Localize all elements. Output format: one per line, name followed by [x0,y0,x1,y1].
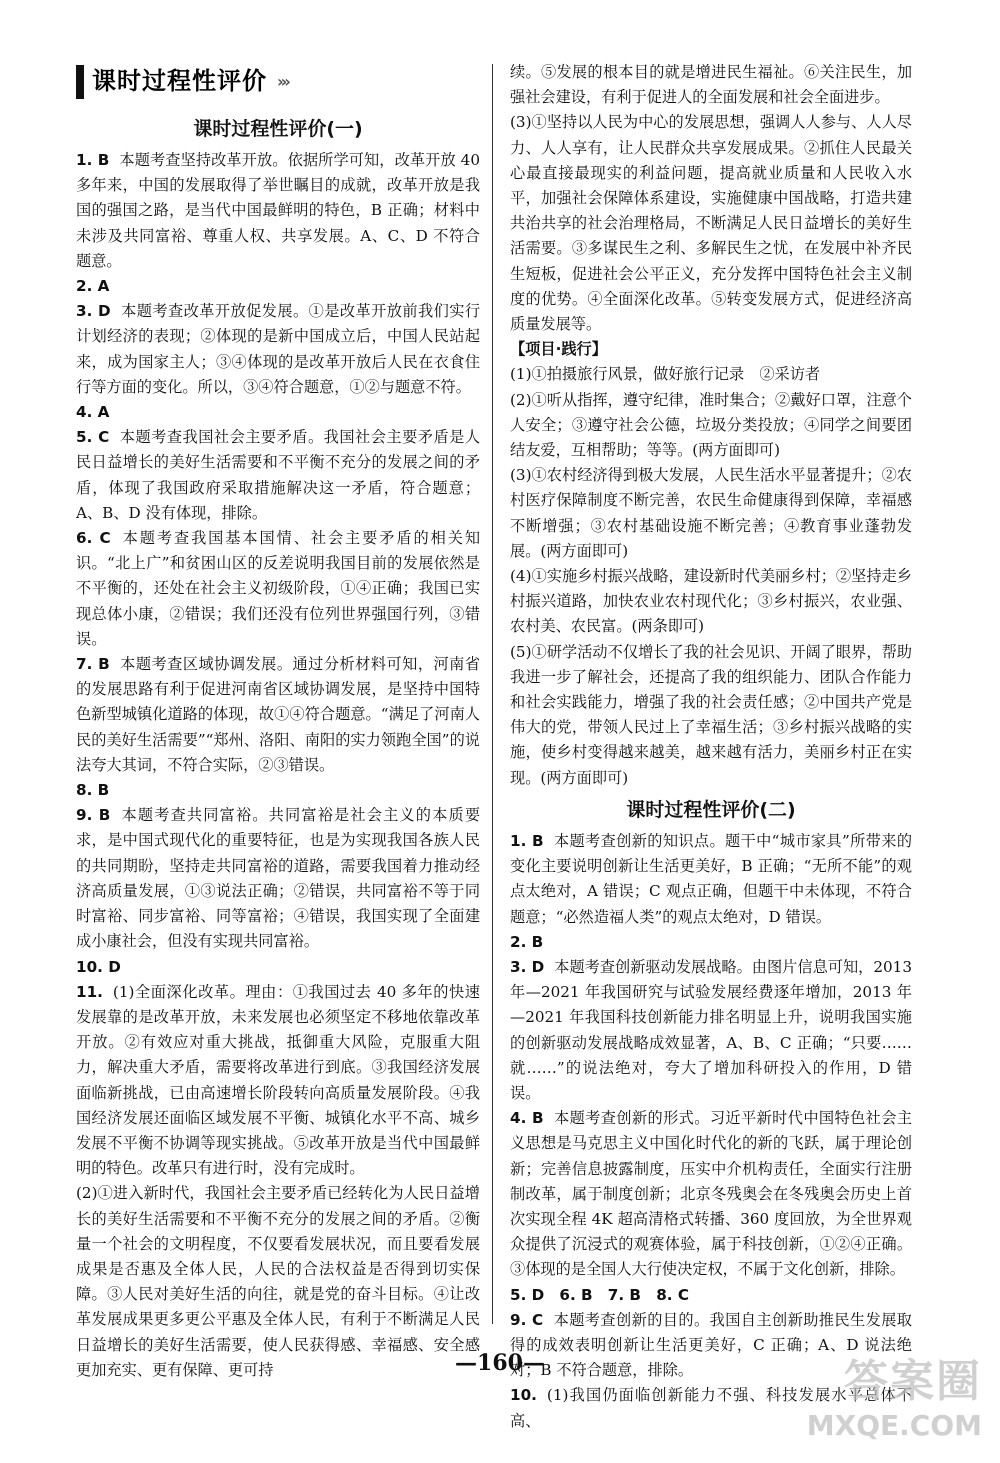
answer-item [510,1283,912,1308]
answer-number: 6. C [76,529,111,548]
answer-text: (1)我国仍面临创新能力不强、科技发展水平总体不高、 [510,1386,912,1430]
answer-item [76,299,480,400]
project-paragraph: (2)①听从指挥，遵守纪律，准时集合；②戴好口罩，注意个人安全；③遵守社会公德，垃圾分类投放；④同学之间要团结友爱，互相帮助；等等。(两方面即可) [510,390,912,460]
project-list [510,362,912,790]
answer-item [510,1106,912,1282]
answer-text: 本题考查我国基本国情、社会主要矛盾的相关知识。“北上广”和贫困山区的反差说明我国目前的发展依然是不平衡的，还处在社会主义初级阶段，①④正确；我国已实现总体小康，②错误；我们还没有位列世界强国行列，③错误。 [76,529,480,648]
banner-arrows-icon: ››› [277,72,288,92]
project-label: 【项目·践行】 [510,340,607,359]
answer-number: 10. D [76,957,121,976]
answer-number: 2. A [76,277,110,296]
answer-item [76,425,480,526]
answer-number: 10. [510,1386,537,1405]
answer-item [76,803,480,954]
chapter-banner [76,60,480,104]
watermark-url: MXQE.COM [806,1409,982,1442]
answer-text: 本题考查创新的目的。我国自主创新助推民生发展取得的成效表明创新让生活更美好，C 正确；A、D 说法绝对；B 不符合题意，排除。 [510,1310,912,1380]
watermark-logo: 答案圈 [844,1356,982,1407]
answer-paragraph: 续。⑤发展的根本目的就是增进民生福祉。⑥关注民生，加强社会建设，有利于促进人的全面发展和社会全面进步。 [510,63,912,107]
answer-number: 3. D [76,302,111,321]
answer-number: 11. [76,982,103,1001]
section-title-2: 课时过程性评价(二) [626,798,796,821]
answer-item [510,930,912,955]
answer-text: 本题考查我国社会主要矛盾。我国社会主要矛盾是人民日益增长的美好生活需要和不平衡不充分的发展之间的矛盾，体现了我国政府采取措施解决这一矛盾，符合题意；A、B、D 没有体现，排除。 [76,428,481,522]
answer-number: 7. B [76,655,110,674]
answer-item [76,980,480,1182]
answer-text: (2)①进入新时代，我国社会主要矛盾已经转化为人民日益增长的美好生活需要和不平衡不充分的发展之间的矛盾。②衡量一个社会的文明程度，不仅要看发展状况，而且要看发展成果是否惠及全体人民，人民的合法权益是否得到切实保障。③人民对美好生活的向往，就是党的奋斗目标。④让改革发展成果更多更公平惠及全体人民，有利于不断满足人民日益增长的美好生活需要，使人民获得感、幸福感、安全感更加充实、更有保障、更可持 [76,1184,480,1379]
answer-item [76,652,480,778]
answer-number: 1. B [510,831,544,850]
answer-number: 4. A [76,403,110,422]
answer-item [510,955,912,1106]
answer-number: 1. B [76,151,110,169]
answer-text: 本题考查创新的知识点。题干中“城市家具”所带来的变化主要说明创新让生活更美好，B 正确；“无所不能”的观点太绝对，A 错误；C 观点正确，但题干中未体现，不符合题意；“必然造福人类”的观点太绝对，D 错误。 [510,831,913,926]
answer-text: 本题考查创新的形式。习近平新时代中国特色社会主义思想是马克思主义中国化时代化的新的飞跃，属于理论创新；完善信息披露制度，压实中介机构责任，全面实行注册制改革，属于制度创新；北京冬残奥会在冬残奥会历史上首次实现全程 4K 超高清格式转播、360 度回放，为全世界观众提供了沉浸式的观赛体验，属于科技创新，①②④正确。③体现的是全国人大行使决定权，不属于文化创新，排除。 [510,1109,913,1279]
answer-item [510,829,912,930]
answer-paragraph: (3)①坚持以人民为中心的发展思想，强调人人参与、人人尽力、人人享有，让人民群众共享发展成果。②抓住人民最关心最直接最现实的利益问题，提高就业质量和人民收入水平，加强社会保障体系建设，实施健康中国战略，打造共建共治共享的社会治理格局，不断满足人民日益增长的美好生活需要。③多谋民生之利、多解民生之忧，在发展中补齐民生短板，促进社会公平正义，充分发挥中国特色社会主义制度的优势。④全面深化改革。⑤转变发展方式，促进经济高质量发展等。 [510,113,912,334]
answer-item [76,526,480,652]
project-paragraph: (4)①实施乡村振兴战略，建设新时代美丽乡村；②坚持走乡村振兴道路，加快农业农村现代化；③乡村振兴，农业强、农村美、农民富。(两条即可) [510,567,912,636]
answer-number: 5. C [76,428,110,447]
answer-text: 本题考查改革开放促发展。①是改革开放前我们实行计划经济的表现；②体现的是新中国成立后，中国人民站起来，成为国家主人；③④体现的是改革开放后人民在衣食住行等方面的变化。所以，③④符合题意，①②与题意不符。 [76,302,481,396]
section-title-1: 课时过程性评价(一) [193,118,363,140]
answer-item [76,148,480,274]
answer-item [76,778,480,803]
watermark [782,1345,982,1455]
answer-number: 9. C [510,1310,544,1329]
answer-item [76,274,480,299]
answer-text: (1)全面深化改革。理由：①我国过去 40 多年的快速发展靠的是改革开放，未来发展也必须坚定不移地依靠改革开放。②有效应对重大挑战，抵御重大风险，克服重大阻力，解决重大矛盾，需要将改革进行到底。③我国经济发展面临新挑战，已由高速增长阶段转向高质量发展阶段。④我国经济发展还面临区域发展不平衡、城镇化水平不高、城乡发展不平衡不协调等现实挑战。⑤改革开放是当代中国最鲜明的特色。改革只有进行时，没有完成时。 [76,982,480,1178]
right-column [510,60,912,1434]
answer-item [76,400,480,425]
answer-number: 5. D 6. B 7. B 8. C [510,1285,689,1304]
answer-text: 本题考查坚持改革开放。依据所学可知，改革开放 40 多年来，中国的发展取得了举世瞩目的成就，改革开放是我国的强国之路，是当代中国最鲜明的特色，B 正确；材料中未涉及共同富裕、尊重人权、共享发展。A、C、D 不符合题意。 [76,151,481,270]
banner-bar-icon [76,65,84,99]
project-paragraph: (5)①研学活动不仅增长了我的社会见识、开阔了眼界，帮助我进一步了解社会，还提高了我的组织能力、团队合作能力和社会实践能力，增强了我的社会责任感；②中国共产党是伟大的党，带领人民过上了幸福生活；③乡村振兴战略的实施，使乡村变得越来越美，越来越有活力，美丽乡村正在实现。(两方面即可) [510,642,912,787]
answer-item [76,955,480,980]
column-divider [492,64,493,1324]
answer-number: 4. B [510,1109,544,1128]
answer-text: 本题考查区域协调发展。通过分析材料可知，河南省的发展思路有利于促进河南省区域协调发展，是坚持中国特色新型城镇化道路的体现，故①④符合题意。“满足了河南人民的美好生活需要”“郑州、洛阳、南阳的实力领跑全国”的说法夸大其词，不符合实际，②③错误。 [76,655,481,774]
answer-list-2 [510,829,912,1434]
answer-number: 3. D [510,957,545,976]
project-paragraph: (1)①拍摄旅行风景，做好旅行记录 ②采访者 [510,365,821,384]
chapter-title: 课时过程性评价 [92,67,267,96]
answer-text: 本题考查共同富裕。共同富裕是社会主义的本质要求，是中国式现代化的重要特征，也是为实现我国各族人民的共同期盼，坚持走共同富裕的道路，需要我国着力推动经济高质量发展，①③说法正确；②错误，共同富裕不等于同时富裕、同步富裕、同等富裕；④错误，我国实现了全面建成小康社会，但没有实现共同富裕。 [76,806,481,951]
answer-list-1 [76,148,480,1383]
page-number: —160— [455,1350,545,1376]
answer-continuation [510,60,912,337]
answer-text: 本题考查创新驱动发展战略。由图片信息可知，2013 年—2021 年我国研究与试验发展经费逐年增加，2013 年—2021 年我国科技创新能力排名明显上升，说明我国实施的创新驱动发展战略成效显著，A、B、C 正确；“只要……就……”的说法绝对，夸大了增加科研投入的作用，D 错误。 [510,957,913,1102]
left-column [76,60,480,1383]
project-paragraph: (3)①农村经济得到极大发展，人民生活水平显著提升；②农村医疗保障制度不断完善，农民生命健康得到保障，幸福感不断增强；③农村基础设施不断完善；④教育事业蓬勃发展。(两方面即可) [510,466,912,560]
answer-number: 2. B [510,932,544,951]
answer-number: 8. B [76,781,110,800]
answer-number: 9. B [76,806,111,825]
